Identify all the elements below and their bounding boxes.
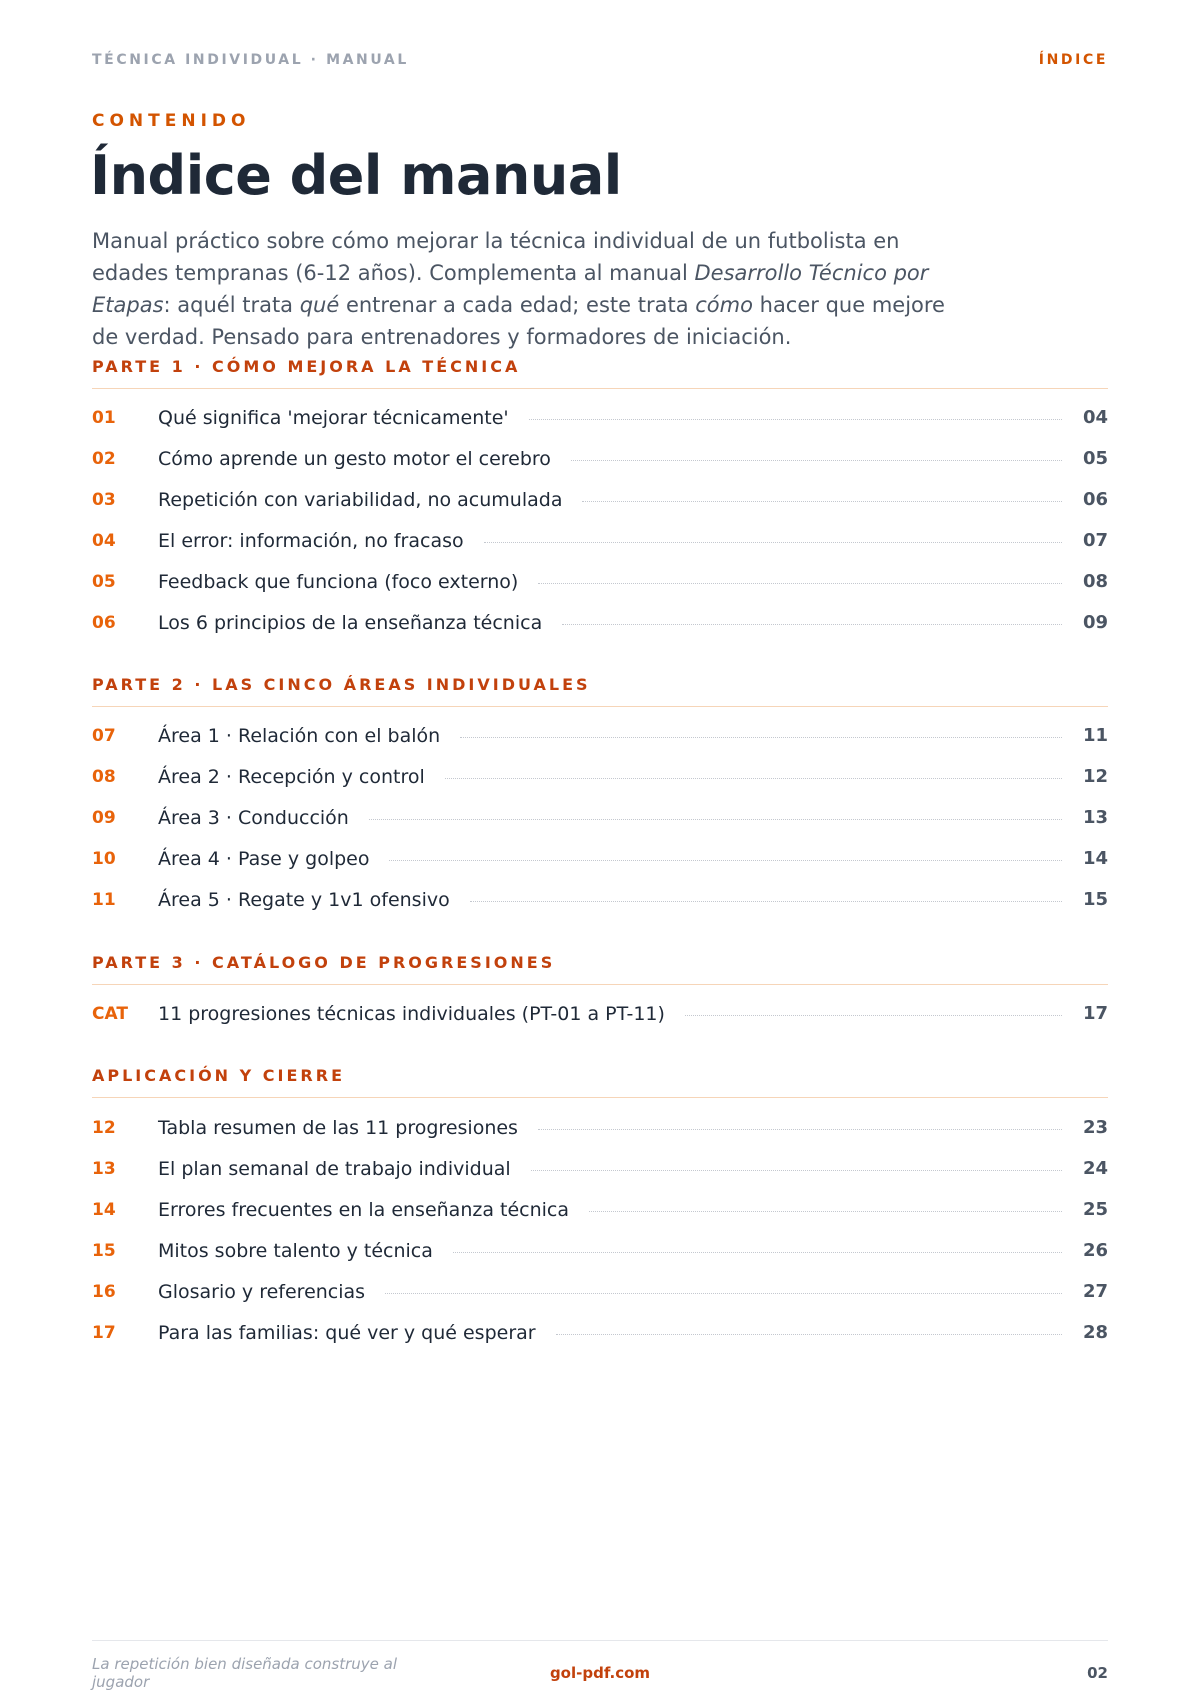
toc-entry[interactable] <box>92 438 1108 479</box>
entry-page: 23 <box>1082 1117 1108 1138</box>
entry-number: 13 <box>92 1158 116 1179</box>
running-header-section: ÍNDICE <box>1038 52 1108 68</box>
entry-page: 13 <box>1082 807 1108 828</box>
entry-number: 08 <box>92 766 116 787</box>
entry-title: Tabla resumen de las 11 progresiones <box>158 1116 518 1139</box>
page-title: Índice del manual <box>90 144 622 207</box>
entry-number: 01 <box>92 407 116 428</box>
entry-page: 08 <box>1082 571 1108 592</box>
intro-emphasis-manual: Desarrollo Técnico por Etapas <box>92 261 929 317</box>
entry-page: 11 <box>1082 725 1108 746</box>
entry-page: 25 <box>1082 1199 1108 1220</box>
entry-number: 04 <box>92 530 116 551</box>
dot-leader <box>531 1170 1062 1171</box>
entry-page: 05 <box>1082 448 1108 469</box>
entry-page: 24 <box>1082 1158 1108 1179</box>
toc-entry[interactable] <box>92 1312 1108 1353</box>
dot-leader <box>445 778 1062 779</box>
entry-number: 05 <box>92 571 116 592</box>
dot-leader <box>385 1293 1062 1294</box>
section-title: PARTE 3 · CATÁLOGO DE PROGRESIONES <box>92 953 1108 985</box>
toc-entry-list <box>92 715 1108 920</box>
toc-entry[interactable] <box>92 993 1108 1034</box>
footer-site-link[interactable]: gol-pdf.com <box>549 1664 651 1682</box>
entry-title: Área 5 · Regate y 1v1 ofensivo <box>158 888 450 911</box>
toc-entry-list <box>92 1107 1108 1353</box>
dot-leader <box>685 1015 1062 1016</box>
toc-entry[interactable] <box>92 1189 1108 1230</box>
entry-number: 14 <box>92 1199 116 1220</box>
entry-title: Área 1 · Relación con el balón <box>158 724 441 747</box>
toc-entry-list <box>92 993 1108 1034</box>
entry-number: 16 <box>92 1281 116 1302</box>
section-title: PARTE 1 · CÓMO MEJORA LA TÉCNICA <box>92 357 1108 389</box>
dot-leader <box>529 419 1062 420</box>
toc-section-part-2 <box>92 675 1108 920</box>
running-header <box>92 52 1108 68</box>
dot-leader <box>484 542 1062 543</box>
toc-entry-list <box>92 397 1108 643</box>
entry-number: 02 <box>92 448 116 469</box>
section-title: APLICACIÓN Y CIERRE <box>92 1066 1108 1098</box>
page-footer <box>92 1640 1108 1691</box>
intro-text-2: : aquél trata <box>163 293 300 317</box>
entry-page: 15 <box>1082 889 1108 910</box>
dot-leader <box>460 737 1062 738</box>
entry-number: 03 <box>92 489 116 510</box>
section-title: PARTE 2 · LAS CINCO ÁREAS INDIVIDUALES <box>92 675 1108 707</box>
entry-page: 07 <box>1082 530 1108 551</box>
dot-leader <box>470 901 1062 902</box>
entry-page: 12 <box>1082 766 1108 787</box>
toc-entry[interactable] <box>92 879 1108 920</box>
toc-entry[interactable] <box>92 561 1108 602</box>
footer-page-number: 02 <box>1087 1664 1108 1682</box>
entry-number: 15 <box>92 1240 116 1261</box>
entry-page: 06 <box>1082 489 1108 510</box>
entry-title: Área 4 · Pase y golpeo <box>158 847 370 870</box>
intro-text-3: entrenar a cada edad; este trata <box>339 293 696 317</box>
dot-leader <box>369 819 1062 820</box>
intro-paragraph <box>92 225 962 353</box>
toc-entry[interactable] <box>92 756 1108 797</box>
toc-entry[interactable] <box>92 797 1108 838</box>
entry-title: Los 6 principios de la enseñanza técnica <box>158 611 543 634</box>
dot-leader <box>389 860 1062 861</box>
dot-leader <box>538 583 1062 584</box>
eyebrow-label: CONTENIDO <box>92 111 251 131</box>
toc-section-part-3 <box>92 953 1108 1034</box>
entry-page: 28 <box>1082 1322 1108 1343</box>
dot-leader <box>582 501 1062 502</box>
toc-entry[interactable] <box>92 1230 1108 1271</box>
entry-page: 09 <box>1082 612 1108 633</box>
toc-entry[interactable] <box>92 602 1108 643</box>
running-header-title: TÉCNICA INDIVIDUAL · MANUAL <box>92 52 409 68</box>
dot-leader <box>571 460 1062 461</box>
toc-entry[interactable] <box>92 479 1108 520</box>
entry-page: 04 <box>1082 407 1108 428</box>
toc-entry[interactable] <box>92 838 1108 879</box>
toc-entry[interactable] <box>92 1148 1108 1189</box>
entry-page: 14 <box>1082 848 1108 869</box>
dot-leader <box>538 1129 1062 1130</box>
toc-entry[interactable] <box>92 397 1108 438</box>
entry-title: Repetición con variabilidad, no acumulada <box>158 488 563 511</box>
intro-emphasis-como: cómo <box>695 293 753 317</box>
toc-section-closing <box>92 1066 1108 1353</box>
intro-text-4: hacer que mejore de verdad. Pensado para entrenadores y formadores de iniciación. <box>92 293 945 349</box>
entry-title: Mitos sobre talento y técnica <box>158 1239 433 1262</box>
footer-tagline: La repetición bien diseñada construye al jugador <box>92 1655 398 1691</box>
dot-leader <box>556 1334 1062 1335</box>
toc-entry[interactable] <box>92 1271 1108 1312</box>
entry-title: Cómo aprende un gesto motor el cerebro <box>158 447 551 470</box>
entry-number: 12 <box>92 1117 116 1138</box>
entry-number: CAT <box>92 1003 128 1024</box>
dot-leader <box>562 624 1062 625</box>
entry-title: El error: información, no fracaso <box>158 529 464 552</box>
intro-emphasis-que: qué <box>299 293 340 317</box>
entry-number: 09 <box>92 807 116 828</box>
entry-title: Área 3 · Conducción <box>158 806 349 829</box>
entry-title: Errores frecuentes en la enseñanza técnica <box>158 1198 570 1221</box>
entry-page: 17 <box>1082 1003 1108 1024</box>
entry-title: Para las familias: qué ver y qué esperar <box>158 1321 536 1344</box>
entry-title: Feedback que funciona (foco externo) <box>158 570 519 593</box>
entry-number: 10 <box>92 848 116 869</box>
toc-entry[interactable] <box>92 715 1108 756</box>
toc-entry[interactable] <box>92 1107 1108 1148</box>
entry-number: 17 <box>92 1322 116 1343</box>
intro-text-1: Manual práctico sobre cómo mejorar la técnica individual de un futbolista en edades tempranas (6-12 años). Complementa al manual <box>92 229 900 285</box>
entry-page: 26 <box>1082 1240 1108 1261</box>
toc-entry[interactable] <box>92 520 1108 561</box>
entry-title: Qué significa 'mejorar técnicamente' <box>158 406 509 429</box>
dot-leader <box>589 1211 1062 1212</box>
entry-number: 06 <box>92 612 116 633</box>
entry-title: El plan semanal de trabajo individual <box>158 1157 511 1180</box>
entry-title: Glosario y referencias <box>158 1280 366 1303</box>
entry-page: 27 <box>1082 1281 1108 1302</box>
dot-leader <box>453 1252 1062 1253</box>
entry-number: 07 <box>92 725 116 746</box>
entry-number: 11 <box>92 889 116 910</box>
toc-section-part-1 <box>92 357 1108 643</box>
entry-title: 11 progresiones técnicas individuales (PT-01 a PT-11) <box>158 1002 665 1025</box>
entry-title: Área 2 · Recepción y control <box>158 765 425 788</box>
